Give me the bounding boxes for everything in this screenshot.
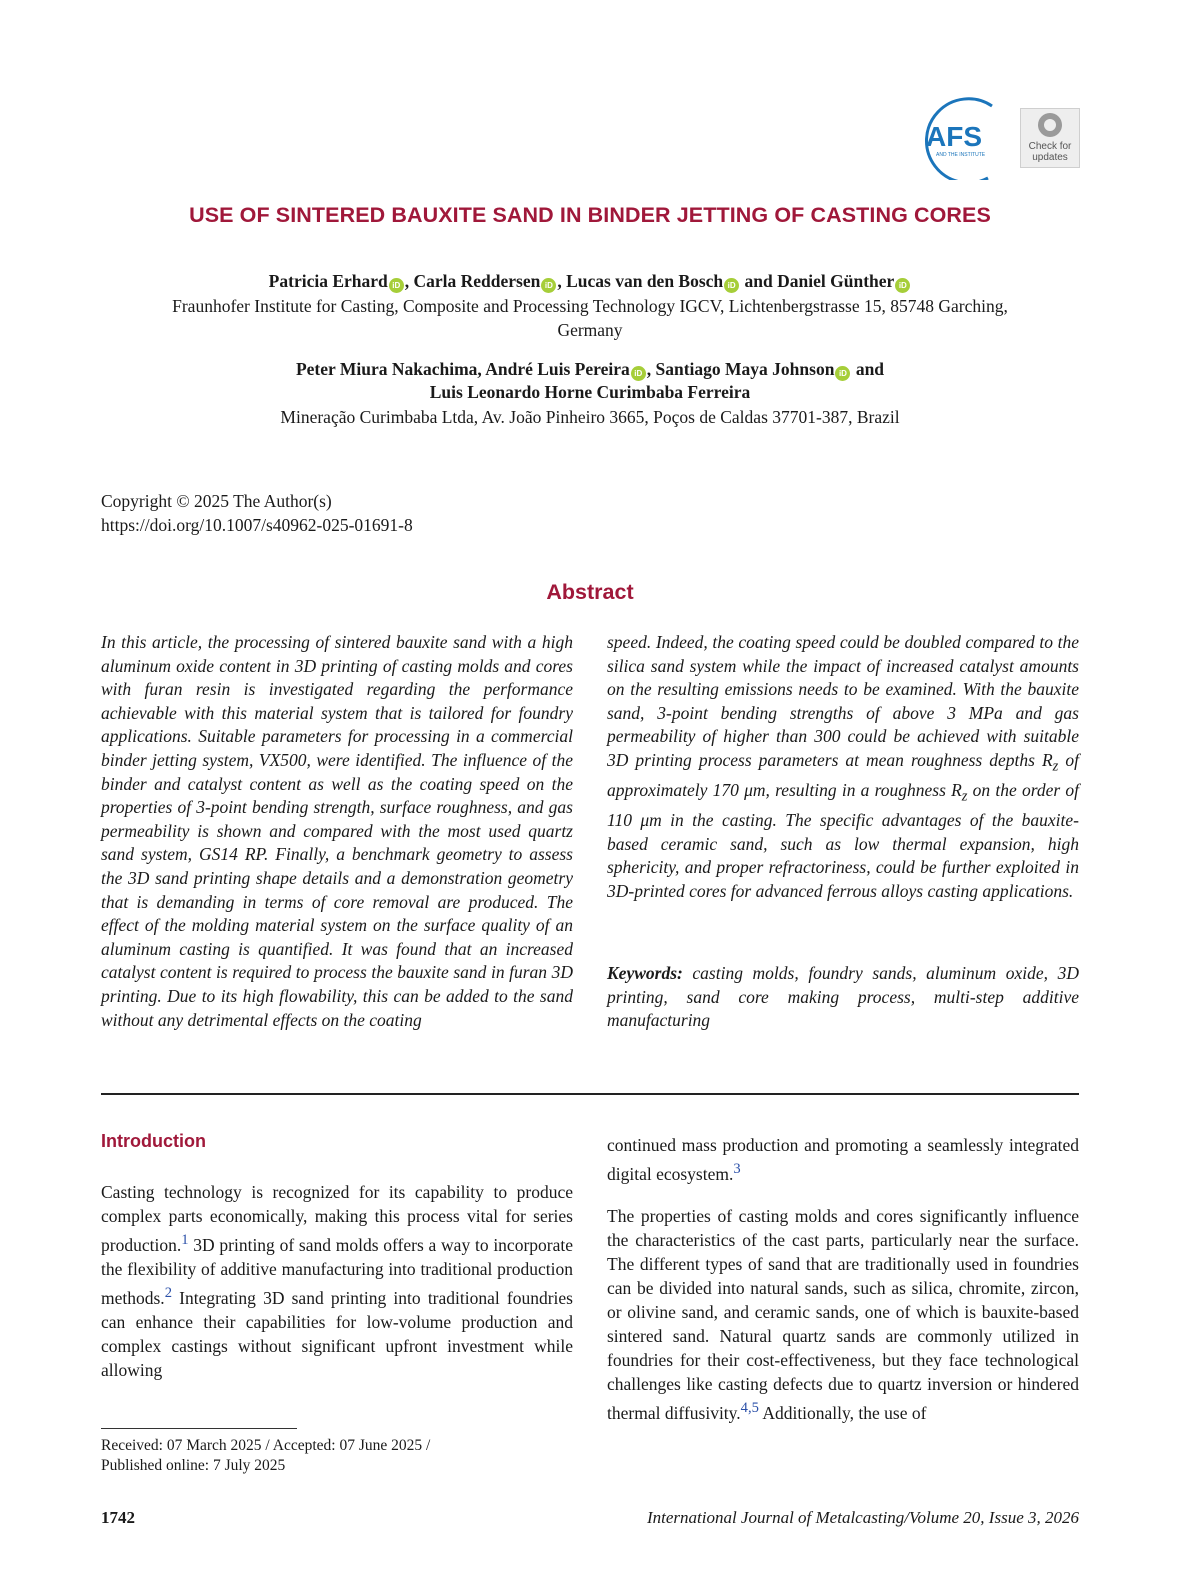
citation-link[interactable]: 1 <box>181 1232 189 1248</box>
citation-link[interactable]: 2 <box>164 1284 172 1301</box>
check-for-updates-badge[interactable] <box>1020 108 1080 168</box>
afs-logo-sub: AND THE INSTITUTE <box>936 152 986 158</box>
journal-footer: International Journal of Metalcasting/Volume 20, Issue 3, 2026 <box>646 1508 1079 1527</box>
orcid-icon[interactable]: iD <box>389 278 404 293</box>
paper-title: USE OF SINTERED BAUXITE SAND IN BINDER JETTING OF CASTING CORES <box>189 203 991 227</box>
updates-label: updates <box>1032 152 1068 163</box>
author-name: Carla Reddersen <box>413 271 541 291</box>
author-conjunction: and <box>855 359 885 379</box>
copyright-text: Copyright © 2025 The Author(s) <box>101 491 332 511</box>
right-paragraph-1: continued mass production and promoting a seamlessly integrated digital ecosystem.$^3$ <box>607 1135 1079 1184</box>
copyright-block <box>101 489 413 537</box>
abstract-left-column: In this article, the processing of sintered bauxite sand with a high aluminum oxide content in 3D printing of casting molds and cores with furan resin is investigated regarding the performance achievable with this material system that is tailored for foundry applications. Suitable parameters for processing in a commercial binder jetting system, VX500, were identified. The influence of the binder and catalyst content as well as the coating speed on the properties of 3-point bending strength, surface roughness, and gas permeability is shown and compared with the most used quartz sand system, GS14 RP. Finally, a benchmark geometry to assess the 3D sand printing shape details and a demonstration geometry that is demanding in terms of core removal are produced. The effect of the molding material system on the surface quality of an aluminum casting is quantified. It was found that an increased catalyst content is required to process the bauxite sand in furan 3D printing. Due to its high flowability, this can be added to the sand without any detrimental effects on the coating <box>101 632 573 1030</box>
orcid-icon[interactable]: iD <box>895 278 910 293</box>
abstract-right-column: speed. Indeed, the coating speed could be doubled compared to the silica sand system while the impact of increased catalyst amounts on the resulting emissions needs to be examined. With the bauxite sand, 3-point bending strengths of above 3 MPa and gas permeability of higher than 300 could be achieved with suitable 3D printing process parameters at mean roughness depths $R_z$ of approximately 170 μm, resulting in a roughness $R_z$ on the order of 110 μm in the casting. The specific advantages of the bauxite-based ceramic sand, such as low thermal expansion, high sphericity, and proper refractoriness, could be further exploited in 3D-printed cores for advanced ferrous alloys casting applications. <box>607 632 1079 901</box>
check-for-label: Check for <box>1028 141 1072 152</box>
intro-paragraph-1: Casting technology is recognized for its capability to produce complex parts economically, making this process vital for series production.$^1$ 3D printing of sand molds offers a way to incorporate the flexibility of additive manufacturing into traditional production methods.$^2$ Integrating 3D sand printing into traditional foundries can enhance their capabilities for low-volume production and complex castings without significant upfront investment while allowing <box>101 1182 573 1380</box>
citation-link[interactable]: 4,5 <box>740 1400 759 1416</box>
keywords-label: Keywords: <box>607 963 683 983</box>
section-heading-introduction: Introduction <box>101 1131 206 1151</box>
doi-link[interactable]: https://doi.org/10.1007/s40962-025-01691-8 <box>101 515 413 535</box>
author-line-3: Luis Leonardo Horne Curimbaba Ferreira <box>429 382 751 402</box>
orcid-icon[interactable]: iD <box>724 278 739 293</box>
abstract-heading: Abstract <box>546 580 634 604</box>
keywords: Keywords: casting molds, foundry sands, aluminum oxide, 3D printing, sand core making process, multi-step additive manufacturing <box>607 963 1079 1031</box>
author-name: Santiago Maya Johnson <box>655 359 835 379</box>
author-name: André Luis Pereira <box>485 359 630 379</box>
orcid-icon[interactable]: iD <box>835 366 850 381</box>
author-line-1: Patricia Erhard iD , Carla Reddersen iD , Lucas van den Bosch iD and Daniel Günther iD <box>0 271 1180 293</box>
right-paragraph-2: The properties of casting molds and cores significantly influence the characteristics of the cast parts, particularly near the surface. The different types of sand that are traditionally used in foundries can be divided into natural sands, such as silica, chromite, zircon, or olivine sand, and ceramic sands, one of which is bauxite-based sintered sand. Natural quartz sands are commonly utilized in foundries for their cost-effectiveness, but they face technological challenges like casting defects due to quartz inversion or hindered thermal diffusivity.$^{4,5}$ Additionally, the use of <box>607 1206 1079 1423</box>
author-conjunction: and <box>744 271 773 291</box>
footnote-dates: Received: 07 March 2025 / Accepted: 07 June 2025 / Published online: 7 July 2025 <box>101 1437 431 1474</box>
footnote-rule <box>101 1428 297 1429</box>
citation-link[interactable]: 3 <box>733 1161 741 1177</box>
orcid-icon[interactable]: iD <box>631 366 646 381</box>
page-number: 1742 <box>101 1508 135 1527</box>
orcid-icon[interactable]: iD <box>541 278 556 293</box>
author-line-2: Peter Miura Nakachima, André Luis Pereira iD , Santiago Maya Johnson iD and <box>295 359 885 379</box>
author-name: Lucas van den Bosch <box>566 271 724 291</box>
affiliation-2: Mineração Curimbaba Ltda, Av. João Pinheiro 3665, Poços de Caldas 37701-387, Brazil <box>280 407 900 427</box>
afs-logo <box>922 96 1018 180</box>
author-name: Peter Miura Nakachima, <box>295 359 482 379</box>
section-divider <box>101 1093 1079 1095</box>
affiliation-1: Fraunhofer Institute for Casting, Composite and Processing Technology IGCV, Lichtenbergstrasse 15, 85748 Garching, Germany <box>172 296 1008 340</box>
check-updates-icon <box>1021 109 1079 141</box>
afs-logo-text: AFS <box>926 121 982 152</box>
author-name: Patricia Erhard <box>268 271 388 291</box>
author-name: Daniel Günther <box>777 271 895 291</box>
